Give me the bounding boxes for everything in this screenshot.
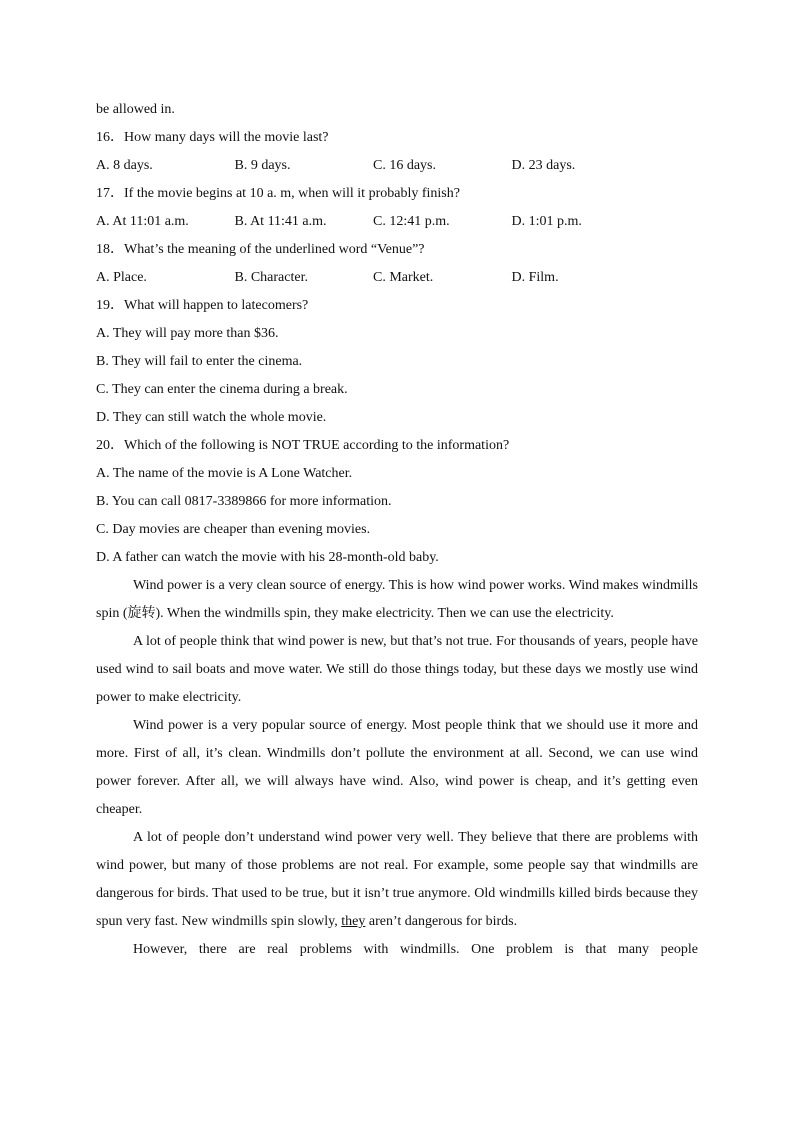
question-18-options: [96, 264, 698, 292]
option-d: D. 1:01 p.m.: [511, 214, 582, 229]
question-17: [96, 180, 698, 208]
question-19: [96, 292, 698, 320]
question-20: [96, 432, 698, 460]
document-page: [96, 96, 698, 964]
option-d: D. They can still watch the whole movie.: [96, 410, 327, 425]
option-d: D. Film.: [511, 270, 559, 285]
question-text: How many days will the movie last?: [124, 130, 329, 145]
option-c: C. They can enter the cinema during a break.: [96, 382, 348, 397]
option-b: B. They will fail to enter the cinema.: [96, 354, 303, 369]
passage-paragraph-2: A lot of people think that wind power is new, but that’s not true. For thousands of years, people have used wind to sail boats and move water. We still do those things today, but these days we mostly use wind power to make electricity.: [96, 634, 698, 705]
option-b: B. You can call 0817-3389866 for more information.: [96, 494, 392, 509]
option-c: C. Day movies are cheaper than evening movies.: [96, 522, 371, 537]
question-number: 20．: [96, 438, 124, 453]
question-number: 18．: [96, 242, 124, 257]
option-b: B. 9 days.: [234, 158, 291, 173]
option-d: D. A father can watch the movie with his 28-month-old baby.: [96, 550, 439, 565]
underlined-word: they: [341, 914, 366, 929]
question-16: [96, 124, 698, 152]
option-b: B. At 11:41 a.m.: [234, 214, 327, 229]
question-text: If the movie begins at 10 a. m, when will it probably finish?: [124, 186, 460, 201]
option-d: D. 23 days.: [511, 158, 576, 173]
passage-paragraph-3: Wind power is a very popular source of energy. Most people think that we should use it more and more. First of all, it’s clean. Windmills don’t pollute the environment at all. Second, we can use wind power forever. After all, we will always have wind. Also, wind power is cheap, and it’s getting even cheaper.: [96, 718, 698, 817]
option-a: A. The name of the movie is A Lone Watcher.: [96, 466, 353, 481]
lead-line: be allowed in.: [96, 102, 175, 117]
option-b: B. Character.: [234, 270, 308, 285]
question-text: What’s the meaning of the underlined word “Venue”?: [124, 242, 425, 257]
option-c: C. 16 days.: [373, 158, 436, 173]
question-number: 17．: [96, 186, 124, 201]
question-text: Which of the following is NOT TRUE according to the information?: [124, 438, 510, 453]
option-c: C. Market.: [373, 270, 434, 285]
passage-paragraph-5: However, there are real problems with windmills. One problem is that many people: [133, 942, 698, 957]
option-a: A. They will pay more than $36.: [96, 326, 279, 341]
question-16-options: [96, 152, 698, 180]
option-a: A. Place.: [96, 270, 147, 285]
option-a: A. 8 days.: [96, 158, 153, 173]
question-text: What will happen to latecomers?: [124, 298, 309, 313]
option-a: A. At 11:01 a.m.: [96, 214, 189, 229]
question-17-options: [96, 208, 698, 236]
passage-paragraph-1: Wind power is a very clean source of energy. This is how wind power works. Wind makes windmills spin (旋转). When the windmills spin, they make electricity. Then we can use the electricity.: [96, 578, 698, 621]
question-number: 19．: [96, 298, 124, 313]
question-18: [96, 236, 698, 264]
passage-paragraph-4: A lot of people don’t understand wind power very well. They believe that there are problems with wind power, but many of those problems are not real. For example, some people say that windmills are dangerous for birds. That used to be true, but it isn’t true anymore. Old windmills killed birds because they spun very fast. New windmills spin slowly, they aren’t dangerous for birds.: [96, 830, 698, 929]
question-number: 16．: [96, 130, 124, 145]
option-c: C. 12:41 p.m.: [373, 214, 450, 229]
